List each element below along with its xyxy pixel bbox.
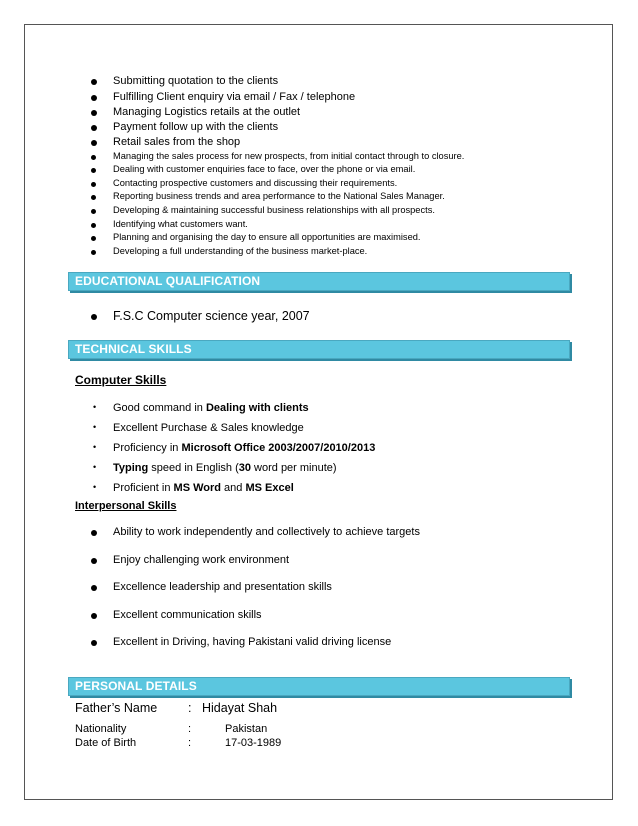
skill-emphasis: MS Word (173, 482, 221, 494)
bullet-icon (91, 140, 97, 146)
skill-text: speed in English ( (148, 462, 239, 474)
duty-item: Payment follow up with the clients (113, 121, 279, 133)
fathers-name-label: Father’s Name (75, 701, 158, 715)
fathers-name-value: Hidayat Shah (202, 701, 278, 715)
date-of-birth-label: Date of Birth (75, 737, 137, 749)
duty-item: Managing Logistics retails at the outlet (113, 106, 301, 118)
skill-emphasis: Dealing with clients (205, 402, 309, 414)
bullet-icon (91, 195, 96, 200)
date-of-birth-separator: : (188, 737, 192, 749)
bullet-icon: • (93, 442, 97, 452)
skill-text: Proficiency in (113, 442, 182, 454)
skill-text: word per minute) (250, 462, 337, 474)
date-of-birth-value: 17-03-1989 (225, 737, 282, 749)
skill-text: Good command in (113, 402, 206, 414)
duty-item: Identifying what customers want. (113, 219, 248, 229)
bullet-icon: • (93, 422, 97, 432)
interpersonal-skill-item: Excellence leadership and presentation skills (113, 581, 332, 593)
duty-item: Submitting quotation to the clients (113, 75, 279, 87)
bullet-icon (91, 182, 96, 187)
bullet-icon (91, 110, 97, 116)
duty-item: Retail sales from the shop (113, 136, 241, 148)
nationality-label: Nationality (75, 723, 127, 735)
bullet-icon (91, 585, 97, 591)
nationality-value: Pakistan (225, 723, 268, 735)
duty-item: Managing the sales process for new prospects, from initial contact through to closure. (113, 151, 465, 161)
duty-item: Planning and organising the day to ensure all opportunities are maximised. (113, 232, 421, 242)
computer-skills-heading: Computer Skills (75, 373, 167, 387)
bullet-icon (91, 95, 97, 101)
bullet-icon (91, 640, 97, 646)
duty-item: Reporting business trends and area performance to the National Sales Manager. (113, 191, 445, 201)
interpersonal-skills-heading: Interpersonal Skills (75, 500, 177, 512)
bullet-icon (91, 209, 96, 214)
bullet-icon: • (93, 402, 97, 412)
computer-skill-item (113, 442, 375, 454)
bullet-icon (91, 314, 97, 320)
skill-text: and (221, 482, 246, 494)
bullet-icon (91, 223, 96, 228)
skill-emphasis: Typing (113, 462, 149, 474)
education-item: F.S.C Computer science year, 2007 (113, 309, 310, 323)
technical-heading-bar (68, 340, 570, 359)
duty-item: Dealing with customer enquiries face to face, over the phone or via email. (113, 164, 416, 174)
computer-skill-item (113, 402, 309, 414)
bullet-icon: • (93, 482, 97, 492)
skill-emphasis: 30 (238, 462, 251, 474)
education-heading-bar (68, 272, 570, 291)
skill-emphasis: Microsoft Office 2003/2007/2010/2013 (181, 442, 376, 454)
bullet-icon (91, 236, 96, 241)
interpersonal-skill-item: Excellent in Driving, having Pakistani valid driving license (113, 636, 392, 648)
computer-skill-item (113, 422, 304, 434)
fathers-name-separator: : (188, 701, 192, 715)
bullet-icon (91, 79, 97, 85)
bullet-icon (91, 250, 96, 255)
skill-text: Proficient in (113, 482, 174, 494)
bullet-icon (91, 125, 97, 131)
skill-emphasis: MS Excel (245, 482, 294, 494)
bullet-icon (91, 558, 97, 564)
interpersonal-skill-item: Enjoy challenging work environment (113, 554, 290, 566)
personal-heading: PERSONAL DETAILS (75, 679, 197, 693)
bullet-icon (91, 155, 96, 160)
interpersonal-skill-item: Excellent communication skills (113, 609, 262, 621)
computer-skill-item (113, 462, 337, 474)
bullet-icon (91, 613, 97, 619)
education-heading: EDUCATIONAL QUALIFICATION (75, 274, 261, 288)
duty-item: Contacting prospective customers and discussing their requirements. (113, 178, 398, 188)
technical-heading: TECHNICAL SKILLS (75, 342, 192, 356)
skill-text: Excellent Purchase & Sales knowledge (113, 422, 304, 434)
duty-item: Developing a full understanding of the business market-place. (113, 246, 368, 256)
duty-item: Fulfilling Client enquiry via email / Fax / telephone (113, 91, 356, 103)
computer-skill-item (113, 482, 294, 494)
bullet-icon: • (93, 462, 97, 472)
interpersonal-skill-item: Ability to work independently and collectively to achieve targets (113, 526, 420, 538)
bullet-icon (91, 530, 97, 536)
nationality-separator: : (188, 723, 192, 735)
personal-heading-bar (68, 677, 570, 696)
duty-item: Developing & maintaining successful business relationships with all prospects. (113, 205, 435, 215)
bullet-icon (91, 168, 96, 173)
